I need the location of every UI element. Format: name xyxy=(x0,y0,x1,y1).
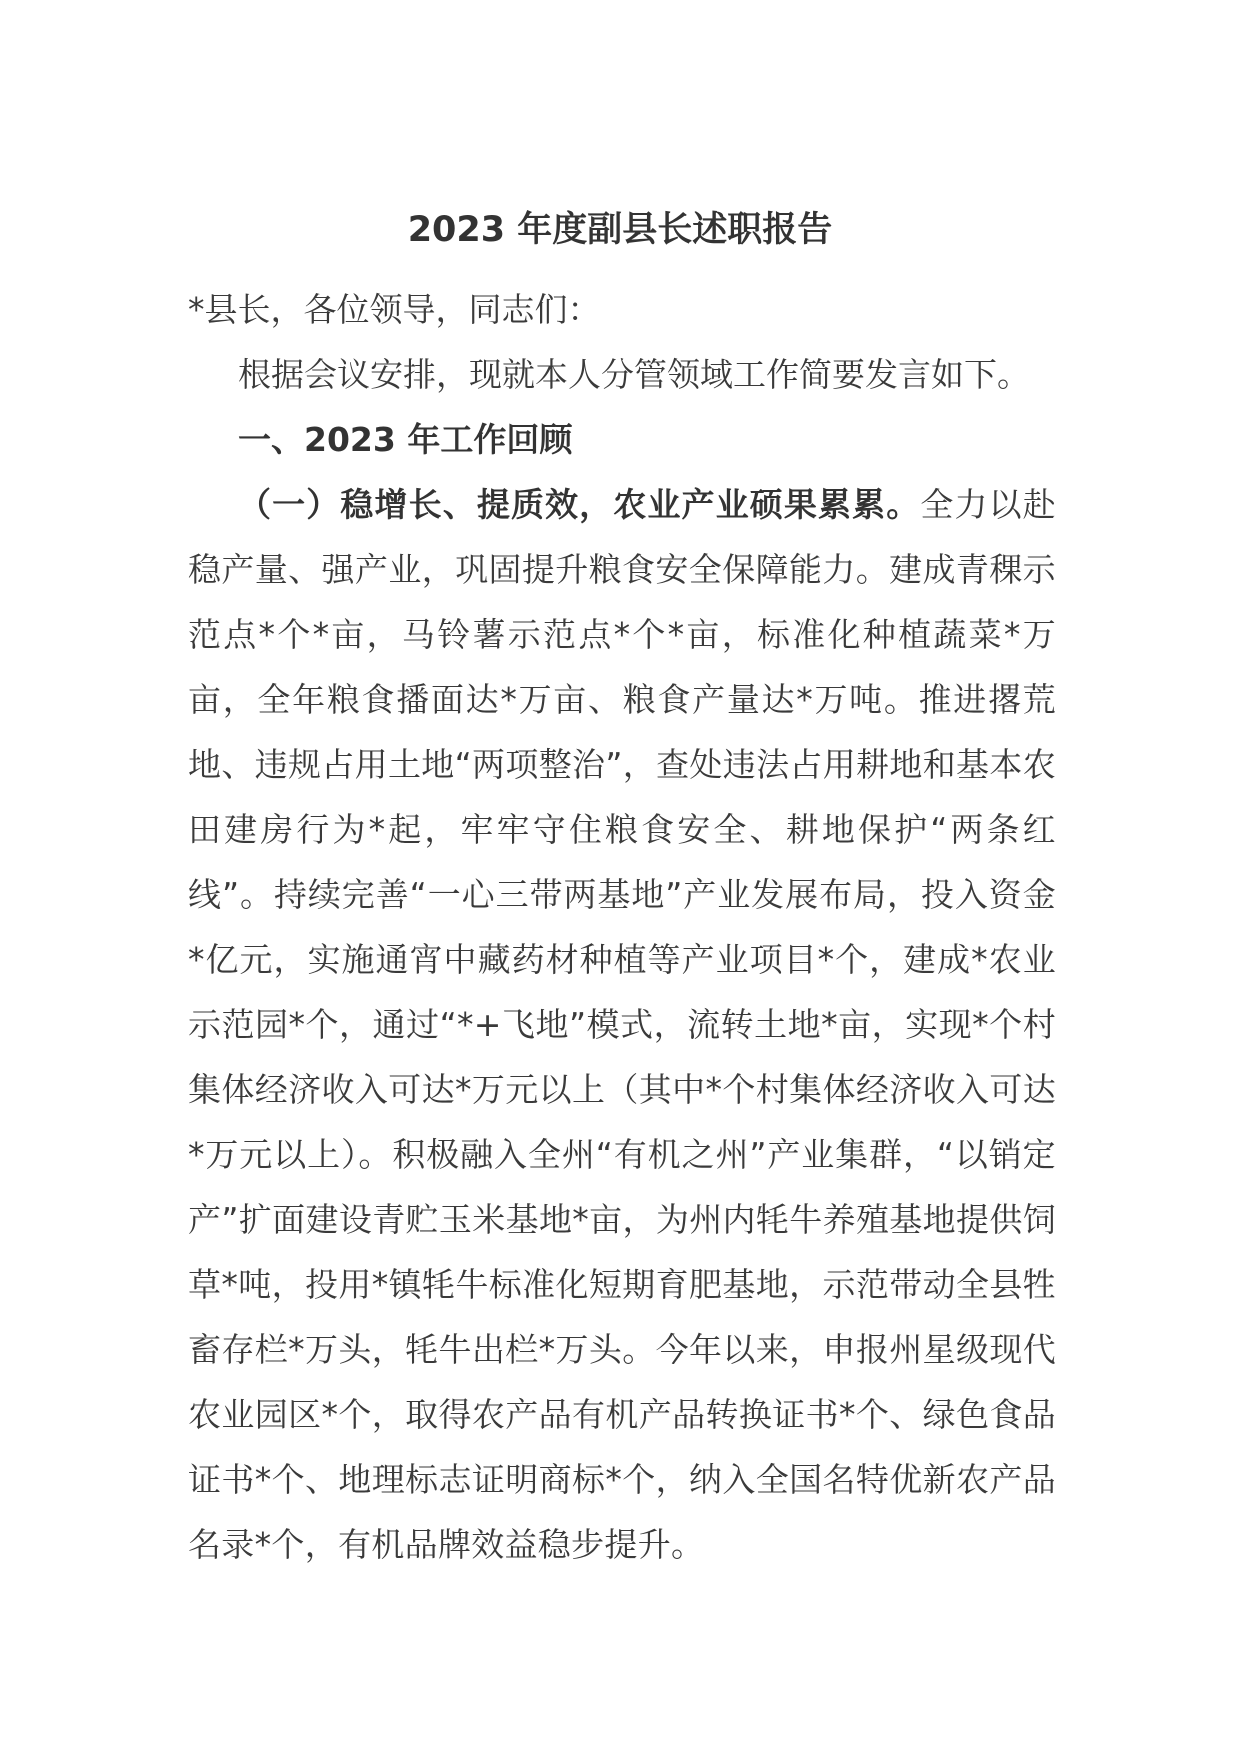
subsection-body-text: 全力以赴稳产量、强产业，巩固提升粮食安全保障能力。建成青稞示范点*个*亩，马铃薯示范点*个*亩，标准化种植蔬菜*万亩，全年粮食播面达*万亩、粮食产量达*万吨。推进撂荒地、违规占用土地“两项整治”，查处违法占用耕地和基本农田建房行为*起，牢牢守住粮食安全、耕地保护“两条红线”。持续完善“一心三带两基地”产业发展布局，投入资金*亿元，实施通宵中藏药材种植等产业项目*个，建成*农业示范园*个，通过“*+飞地”模式，流转土地*亩，实现*个村集体经济收入可达*万元以上（其中*个村集体经济收入可达*万元以上）。积极融入全州“有机之州”产业集群，“以销定产”扩面建设青贮玉米基地*亩，为州内牦牛养殖基地提供饲草*吨，投用*镇牦牛标准化短期育肥基地，示范带动全县牲畜存栏*万头，牦牛出栏*万头。今年以来，申报州星级现代农业园区*个，取得农产品有机产品转换证书*个、绿色食品证书*个、地理标志证明商标*个，纳入全国名特优新农产品名录*个，有机品牌效益稳步提升。 xyxy=(188,485,1057,1564)
intro-paragraph: 根据会议安排，现就本人分管领域工作简要发言如下。 xyxy=(238,355,1030,394)
document-title: 2023 年度副县长述职报告 xyxy=(407,210,833,250)
section-body-paragraph xyxy=(188,472,1056,1577)
subsection-heading: （一）稳增长、提质效，农业产业硕果累累。 xyxy=(238,485,921,524)
section-heading: 一、2023 年工作回顾 xyxy=(238,420,573,459)
greeting-line: *县长，各位领导，同志们： xyxy=(188,290,601,329)
